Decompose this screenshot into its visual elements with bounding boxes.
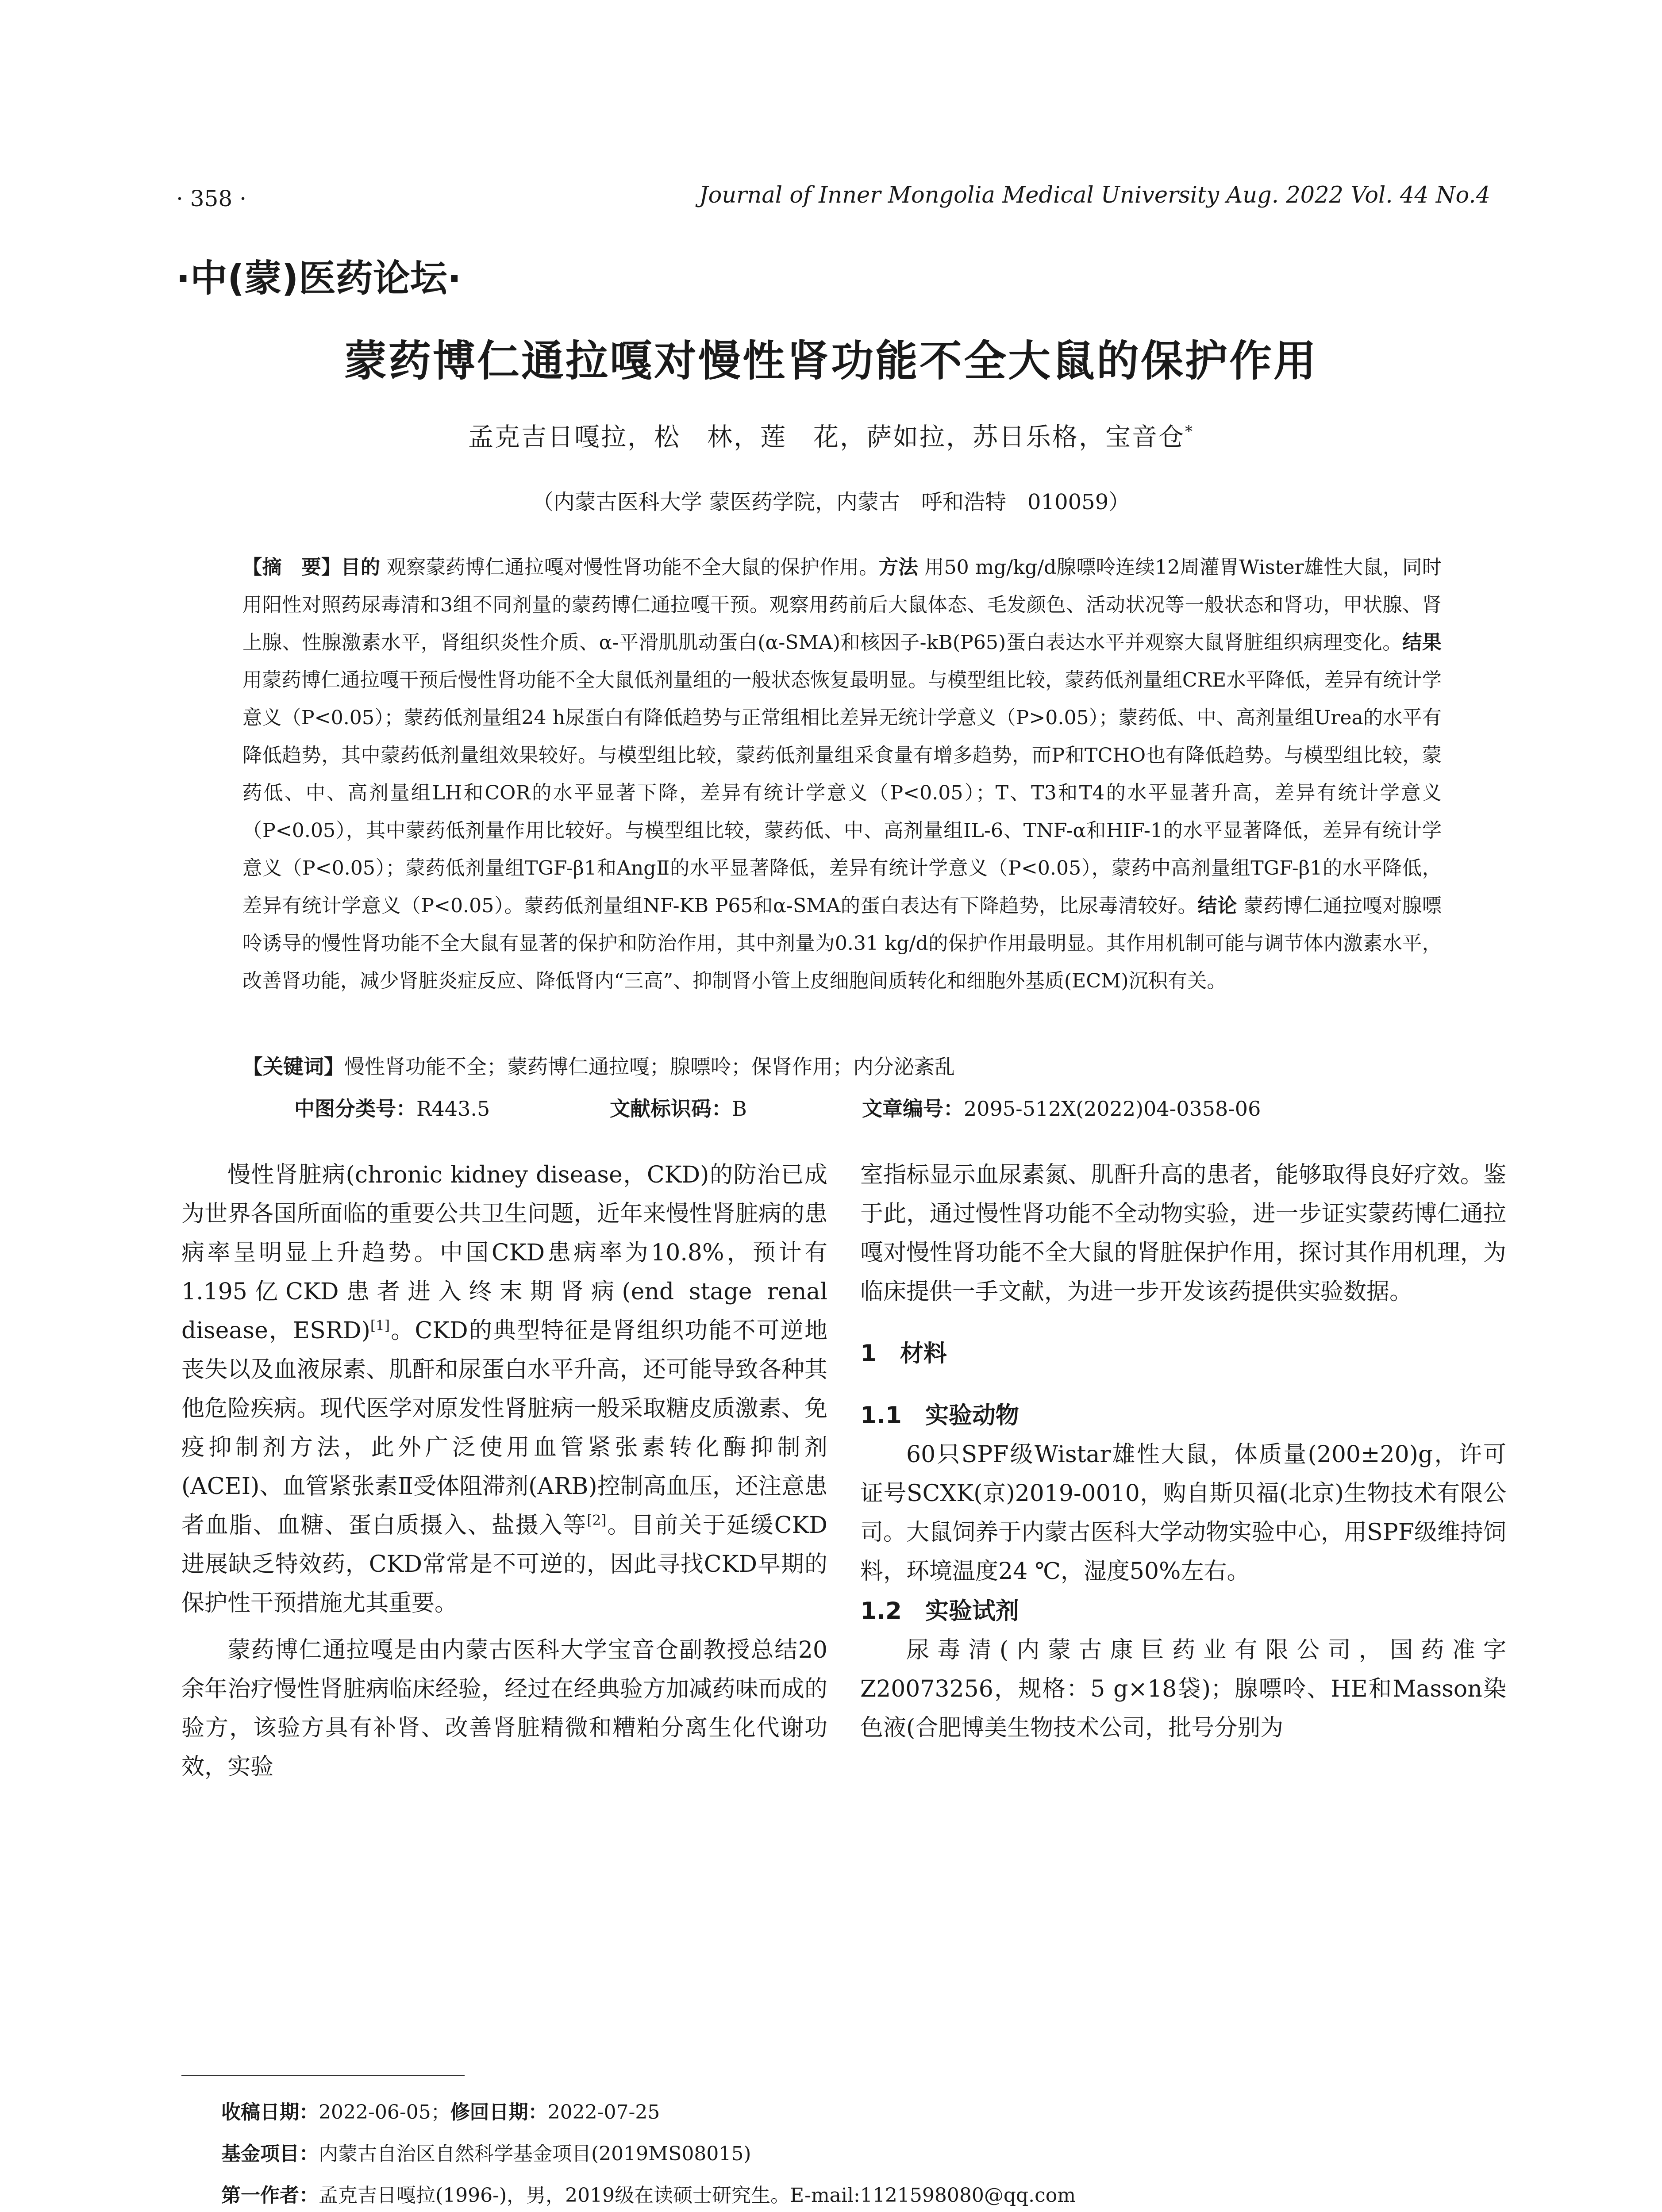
footnote-divider: [181, 2075, 465, 2076]
author-list: [0, 417, 1662, 453]
intro-p1-part-a: 慢性肾脏病(chronic kidney disease，CKD)的防治已成为世界各国所面临的重要公共卫生问题，近年来慢性肾脏病的患病率呈明显上升趋势。中国CKD患病率为10.8%，预计有1.195亿CKD患者进入终末期肾病(end stage renal disease，ESRD): [181, 1162, 827, 1344]
abstract-results-heading: 结果: [1402, 631, 1442, 654]
clc-label: 中图分类号：: [294, 1097, 416, 1121]
abstract-label: 【摘 要】: [242, 556, 341, 579]
keywords-label: 【关键词】: [242, 1055, 344, 1079]
fund-label: 基金项目：: [221, 2143, 319, 2165]
abstract: [242, 549, 1442, 1000]
abstract-methods-text: 用50 mg/kg/d腺嘌呤连续12周灌胃Wister雄性大鼠，同时用阳性对照药尿毒清和3组不同剂量的蒙药博仁通拉嘎干预。观察用药前后大鼠体态、毛发颜色、活动状况等一般状态和肾功，甲状腺、肾上腺、性腺激素水平，肾组织炎性介质、α-平滑肌肌动蛋白(α-SMA)和核因子-kB(P65)蛋白表达水平并观察大鼠肾脏组织病理变化。: [242, 556, 1442, 654]
first-author-label: 第一作者：: [221, 2184, 319, 2207]
article-number: [862, 1093, 1261, 1122]
document-code-label: 文献标识码：: [610, 1097, 732, 1121]
intro-paragraph-2: 蒙药博仁通拉嘎是由内蒙古医科大学宝音仓副教授总结20余年治疗慢性肾脏病临床经验，经过在经典验方加减药味而成的验方，该验方具有补肾、改善肾脏精微和糟粕分离生化代谢功效，实验: [181, 1637, 827, 1780]
subsection-heading-animals: 1.1 实验动物: [860, 1402, 1019, 1429]
clc-number: [294, 1093, 490, 1122]
footnote-first-author: [221, 2179, 1076, 2208]
document-code-value: B: [732, 1097, 747, 1121]
intro-paragraph-1: [181, 1156, 827, 1623]
received-date-label: 收稿日期：: [221, 2101, 319, 2124]
revised-date-value: 2022-07-25: [547, 2101, 660, 2124]
affiliation: （内蒙古医科大学 蒙医药学院，内蒙古 呼和浩特 010059）: [532, 490, 1130, 515]
revised-date-label: 修回日期：: [450, 2101, 548, 2124]
author-names: 孟克吉日嘎拉，松 林，莲 花，萨如拉，苏日乐格，宝音仓: [468, 422, 1185, 452]
body-column-right: [860, 1156, 1506, 1747]
abstract-objective-heading: 目的: [341, 556, 381, 579]
clc-value: R443.5: [416, 1097, 490, 1121]
abstract-results-text: 用蒙药博仁通拉嘎干预后慢性肾功能不全大鼠低剂量组的一般状态恢复最明显。与模型组比较，蒙药低剂量组CRE水平降低，差异有统计学意义（P<0.05）；蒙药低剂量组24 h尿蛋白有降低趋势与正常组相比差异无统计学意义（P>0.05）；蒙药低、中、高剂量组Urea的水平有降低趋势，其中蒙药低剂量组效果较好。与模型组比较，蒙药低剂量组采食量有增多趋势，而P和TCHO也有降低趋势。与模型组比较，蒙药低、中、高剂量组LH和COR的水平显著下降，差异有统计学意义（P<0.05）；T、T3和T4的水平显著升高，差异有统计学意义（P<0.05），其中蒙药低剂量作用比较好。与模型组比较，蒙药低、中、高剂量组IL-6、TNF-α和HIF-1的水平显著降低，差异有统计学意义（P<0.05）；蒙药低剂量组TGF-β1和AngⅡ的水平显著降低，差异有统计学意义（P<0.05），蒙药中高剂量组TGF-β1的水平降低，差异有统计学意义（P<0.05）。蒙药低剂量组NF-KB P65和α-SMA的蛋白表达有下降趋势，比尿毒清较好。: [242, 669, 1442, 917]
intro-p1-part-c: 。目前关于延缓CKD进展缺乏特效药，CKD常常是不可逆的，因此寻找CKD早期的保护性干预措施尤其重要。: [181, 1512, 827, 1617]
intro-paragraph-2-continued: 室指标显示血尿素氮、肌酐升高的患者，能够取得良好疗效。鉴于此，通过慢性肾功能不全动物实验，进一步证实蒙药博仁通拉嘎对慢性肾功能不全大鼠的肾脏保护作用，探讨其作用机理，为临床提供一手文献，为进一步开发该药提供实验数据。: [860, 1162, 1506, 1305]
body-column-left: [181, 1156, 827, 1786]
fund-value: 内蒙古自治区自然科学基金项目(2019MS08015): [319, 2143, 751, 2165]
citation-2[interactable]: [2]: [587, 1512, 607, 1528]
first-author-value: 孟克吉日嘎拉(1996-)，男，2019级在读硕士研究生。E-mail:1121598080@qq.com: [319, 2184, 1076, 2207]
abstract-objective-text: 观察蒙药博仁通拉嘎对慢性肾功能不全大鼠的保护作用。: [380, 556, 879, 579]
footnote-fund: [221, 2138, 751, 2166]
citation-1[interactable]: [1]: [370, 1317, 390, 1334]
page-number: · 358 ·: [176, 186, 247, 211]
keywords: [242, 1051, 1442, 1080]
abstract-methods-heading: 方法: [878, 556, 918, 579]
journal-citation-line: Journal of Inner Mongolia Medical University Aug. 2022 Vol. 44 No.4: [699, 182, 1490, 208]
document-code: [610, 1093, 747, 1122]
animals-paragraph: 60只SPF级Wistar雄性大鼠，体质量(200±20)g，许可证号SCXK(京)2019-0010，购自斯贝福(北京)生物技术有限公司。大鼠饲养于内蒙古医科大学动物实验中心，用SPF级维持饲料，环境温度24 ℃，湿度50%左右。: [860, 1441, 1506, 1585]
keywords-text: 慢性肾功能不全；蒙药博仁通拉嘎；腺嘌呤；保肾作用；内分泌紊乱: [344, 1055, 955, 1079]
corresponding-author-mark: *: [1185, 423, 1194, 441]
received-date-value: 2022-06-05；: [319, 2101, 450, 2124]
reagents-paragraph: 尿毒清(内蒙古康巨药业有限公司，国药准字Z20073256，规格：5 g×18袋)；腺嘌呤、HE和Masson染色液(合肥博美生物技术公司，批号分别为: [860, 1637, 1506, 1741]
article-number-value: 2095-512X(2022)04-0358-06: [964, 1097, 1261, 1121]
intro-p1-part-b: 。CKD的典型特征是肾组织功能不可逆地丧失以及血液尿素、肌酐和尿蛋白水平升高，还可能导致各种其他危险疾病。现代医学对原发性肾脏病一般采取糖皮质激素、免疫抑制剂方法，此外广泛使用血管紧张素转化酶抑制剂(ACEI)、血管紧张素Ⅱ受体阻滞剂(ARB)控制高血压，还注意患者血脂、血糖、蛋白质摄入、盐摄入等: [181, 1317, 827, 1539]
abstract-conclusion-text: 蒙药博仁通拉嘎对腺嘌呤诱导的慢性肾功能不全大鼠有显著的保护和防治作用，其中剂量为0.31 kg/d的保护作用最明显。其作用机制可能与调节体内激素水平，改善肾功能，减少肾脏炎症反应、降低肾内“三高”、抑制肾小管上皮细胞间质转化和细胞外基质(ECM)沉积有关。: [242, 895, 1442, 992]
abstract-conclusion-heading: 结论: [1197, 894, 1237, 917]
section-heading-materials: 1 材料: [860, 1340, 947, 1367]
subsection-heading-reagents: 1.2 实验试剂: [860, 1598, 1019, 1624]
section-label: ·中(蒙)医药论坛·: [176, 257, 462, 300]
paper-title: 蒙药博仁通拉嘎对慢性肾功能不全大鼠的保护作用: [344, 336, 1318, 386]
article-number-label: 文章编号：: [862, 1097, 964, 1121]
footnote-dates: [221, 2096, 660, 2124]
